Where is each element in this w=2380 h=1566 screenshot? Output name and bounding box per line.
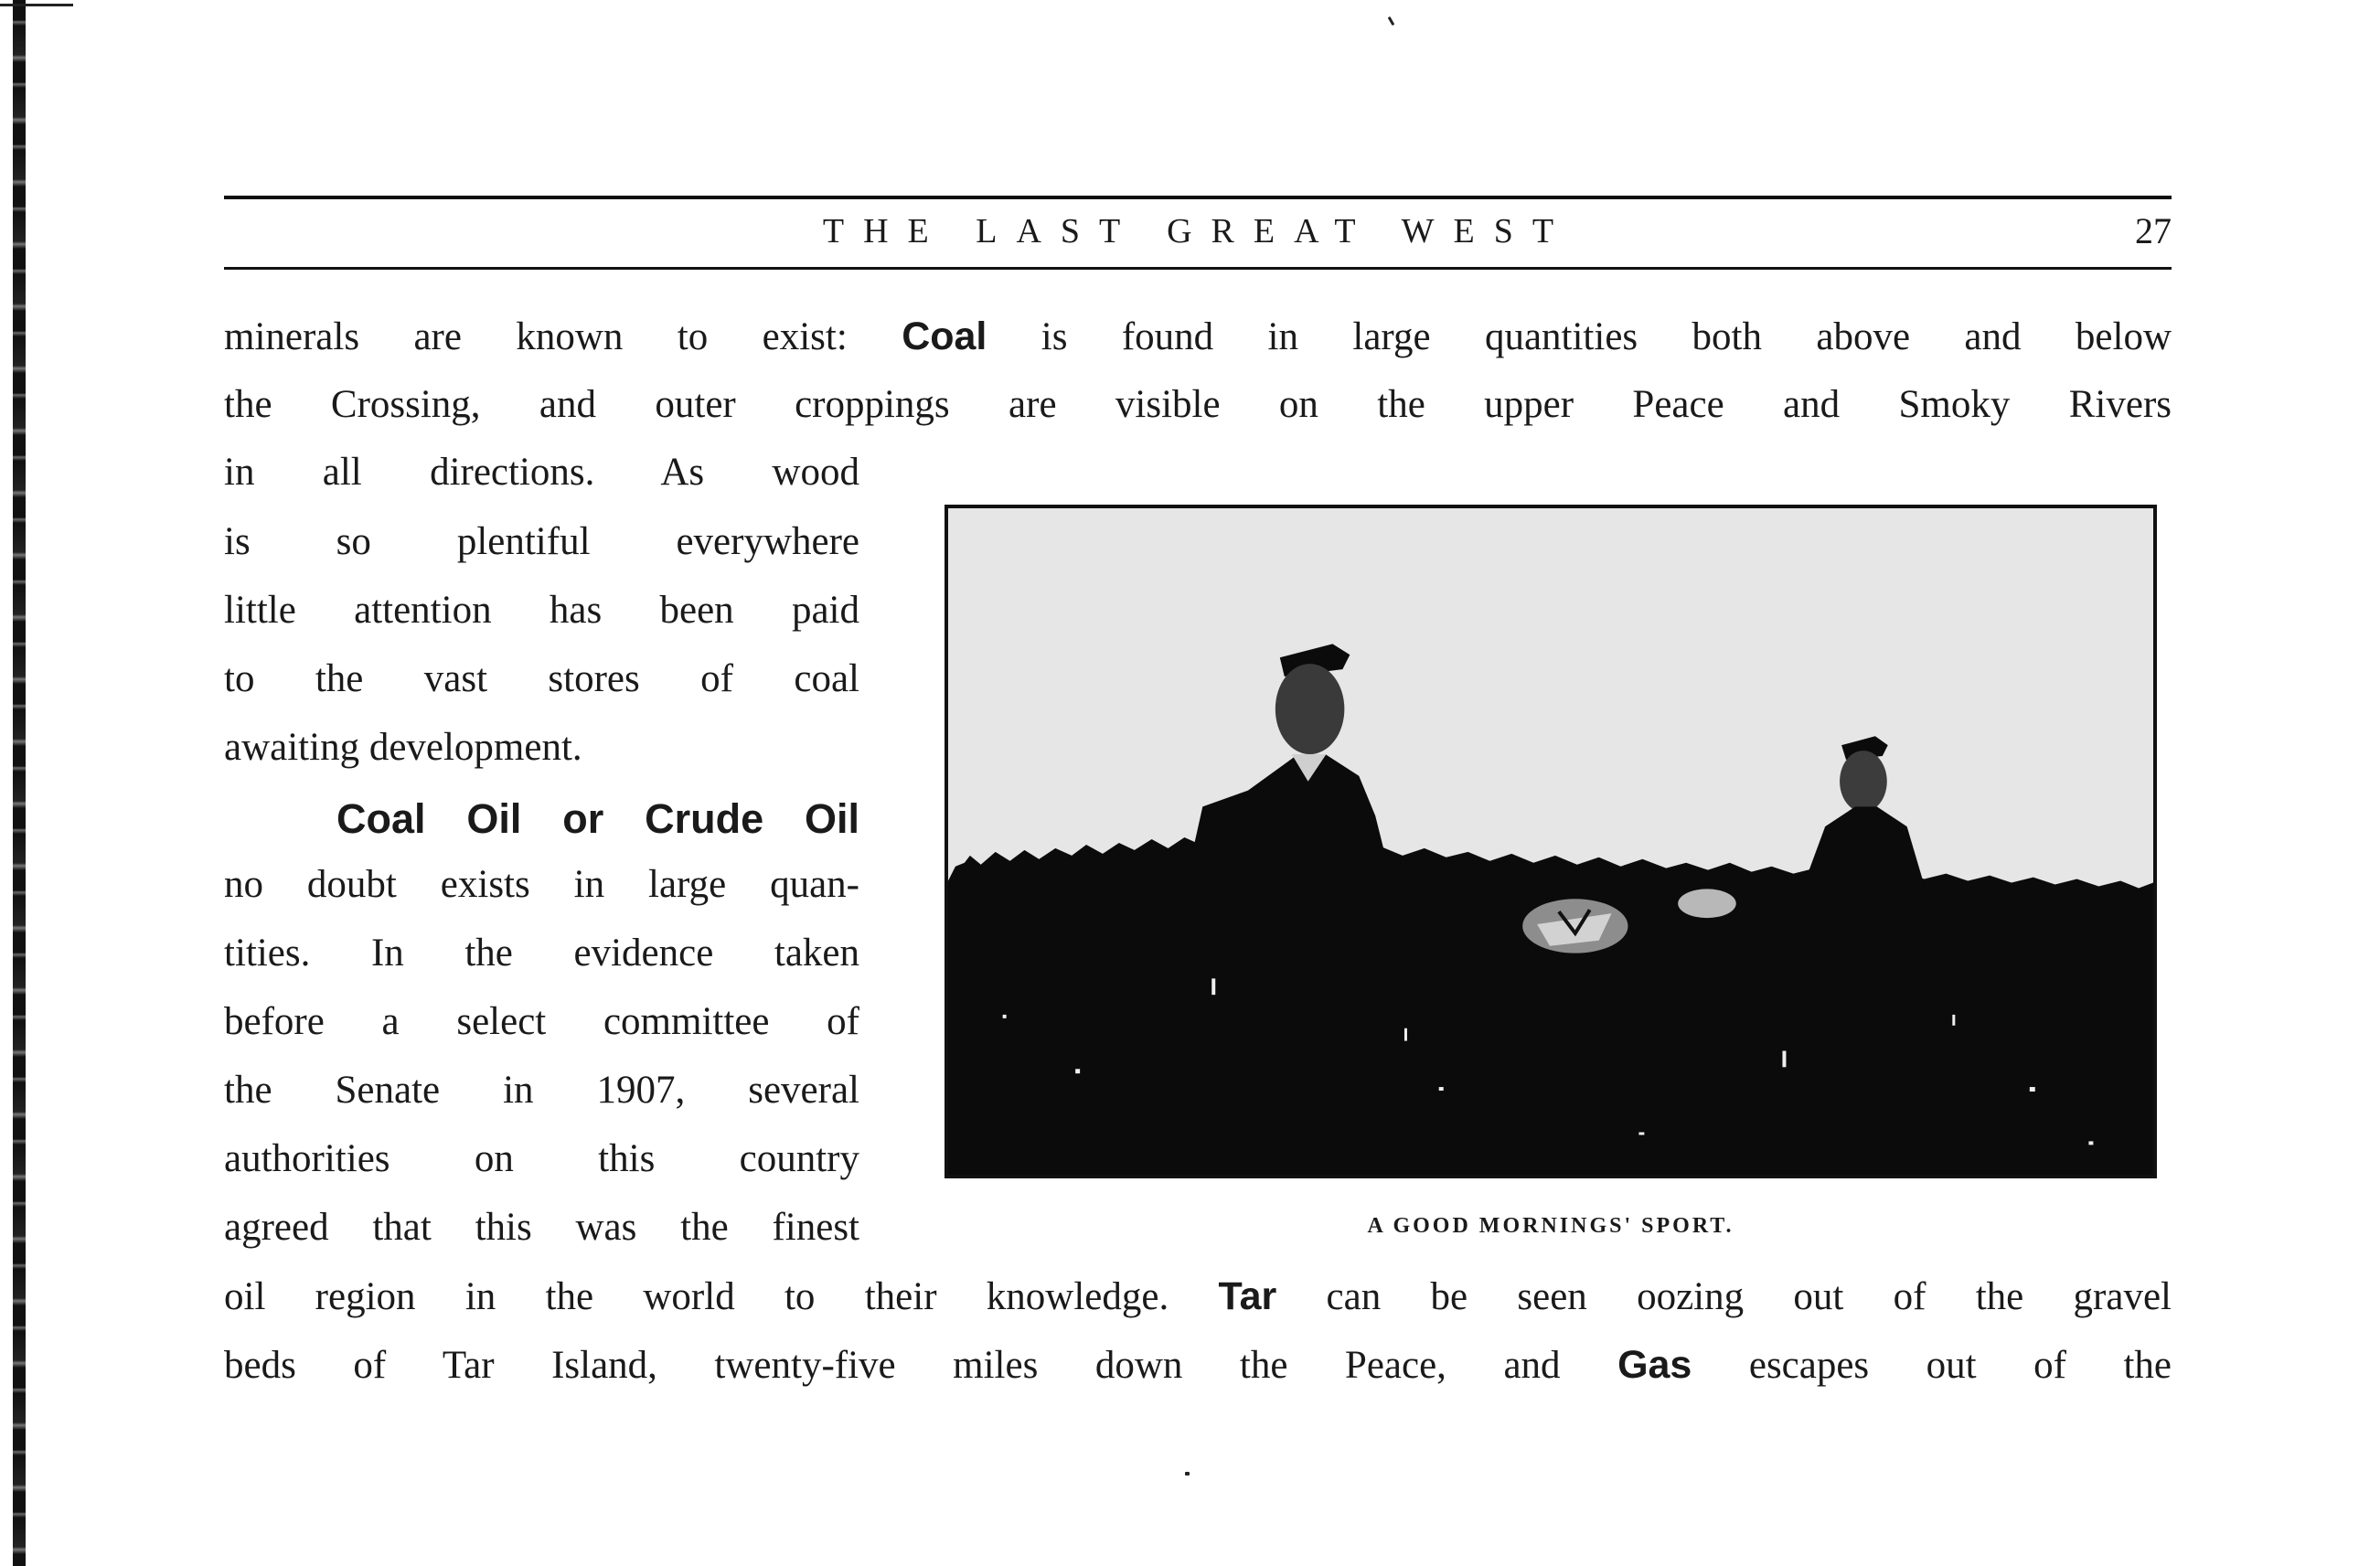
book-binding-edge: [13, 0, 26, 1566]
column-line-5: awaiting development.: [224, 726, 582, 769]
text-span: minerals are known to exist:: [224, 315, 902, 358]
print-speck: [1388, 16, 1395, 26]
header-bottom-rule: [224, 267, 2172, 270]
bold-term-tar: Tar: [1218, 1274, 1277, 1318]
column-line-3: little attention has been paid: [224, 589, 859, 632]
print-speck: [1185, 1472, 1190, 1475]
running-head: [224, 208, 2172, 254]
body-line-1: [224, 302, 2172, 372]
text-span: beds of Tar Island, twenty-five miles down the Peace, and: [224, 1344, 1618, 1387]
coal-oil-heading: Coal Oil or Crude Oil: [336, 795, 859, 842]
column-line-4: to the vast stores of coal: [224, 657, 859, 700]
body-line-2: the Crossing, and outer croppings are visible on the upper Peace and Smoky Rivers: [224, 383, 2172, 426]
text-span: can be seen oozing out of the gravel: [1276, 1275, 2172, 1318]
photo-caption: A GOOD MORNINGS' SPORT.: [1367, 1214, 1734, 1238]
oil-line-4: the Senate in 1907, several: [224, 1069, 859, 1112]
oil-line-1: no doubt exists in large quan-: [224, 863, 859, 906]
column-line-1: in all directions. As wood: [224, 451, 859, 494]
body-line-final-2: [224, 1330, 2172, 1401]
photo-brush: [948, 834, 2153, 1175]
scan-corner-mark: [0, 4, 73, 6]
text-span: escapes out of the: [1692, 1344, 2172, 1387]
text-span: is found in large quantities both above and below: [987, 315, 2172, 358]
oil-line-5: authorities on this country: [224, 1137, 859, 1180]
text-span: oil region in the world to their knowledge.: [224, 1275, 1219, 1318]
photo-frame: [945, 505, 2157, 1178]
page-number: 27: [2135, 210, 2172, 251]
oil-line-6: agreed that this was the finest: [224, 1206, 859, 1249]
oil-line-3: before a select committee of: [224, 1000, 859, 1043]
running-title: THE LAST GREAT WEST: [822, 212, 1574, 250]
bold-term-coal: Coal: [902, 314, 987, 358]
oil-line-2: tities. In the evidence taken: [224, 932, 859, 975]
bold-term-gas: Gas: [1617, 1343, 1692, 1387]
header-top-rule: [224, 196, 2172, 199]
column-line-2: is so plentiful everywhere: [224, 520, 859, 563]
body-line-final-1: [224, 1262, 2172, 1332]
photograph: [948, 508, 2153, 1175]
